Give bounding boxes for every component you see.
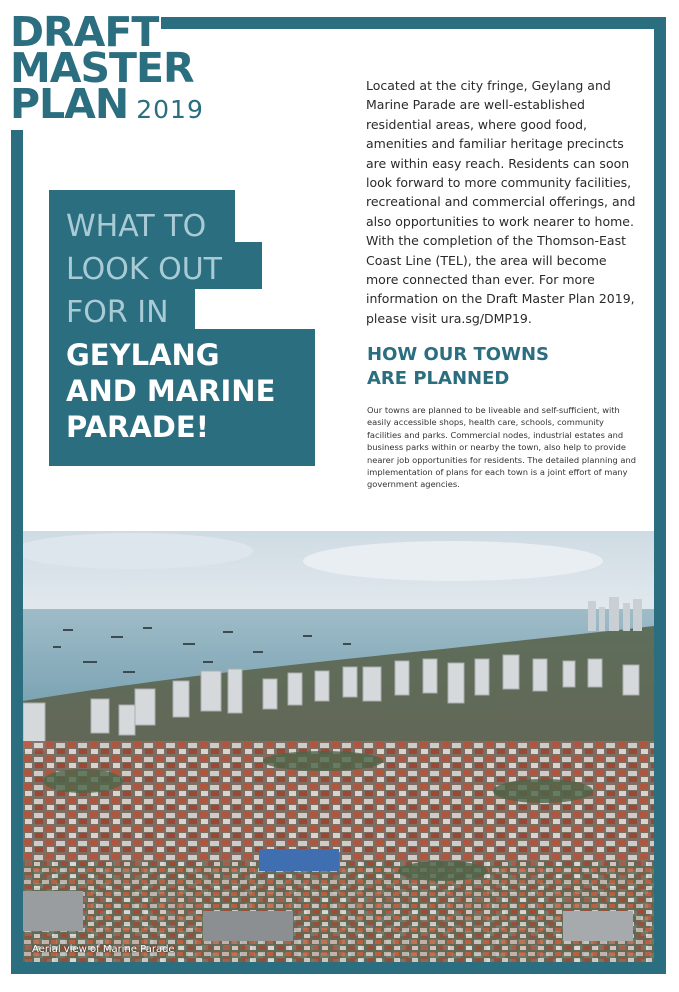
logo-year: 2019 (136, 95, 204, 124)
logo-line-2: MASTER (10, 44, 194, 92)
section-title-line: HOW OUR TOWNS (367, 344, 549, 365)
intro-paragraph: Located at the city fringe, Geylang and Marine Parade are well-established residential areas, where good food, amenities and familiar heritage precincts are within easy reach. Residents can soon look forward to more community facilities, recreational and commercial offerings, and also opportunities to work nearer to home. With the completion of the Thomson-East Coast Line (TEL), the area will become more connected than ever. For more information on the Draft Master Plan 2019, please visit ura.sg/DMP19. (366, 78, 636, 326)
hero-block-notch (235, 190, 315, 242)
hero-heading-bold (66, 337, 275, 445)
hero-block-notch (262, 242, 315, 289)
frame-border-bottom (11, 962, 666, 974)
logo-line-1: DRAFT (10, 8, 159, 56)
section-title-line: ARE PLANNED (367, 368, 510, 389)
hero-bold-line: GEYLANG (66, 338, 220, 372)
hero-light-line: FOR IN (66, 295, 169, 330)
section-body: Our towns are planned to be liveable and self-sufficient, with easily accessible shops, health care, schools, community facilities and parks. Commercial nodes, industrial estates and business parks within or nearby the town, also help to provide nearer job opportunities for residents. The detailed planning and implementation of plans for each town is a joint effort of many government agencies. (367, 405, 637, 490)
aerial-photo (23, 531, 654, 962)
section-title (367, 343, 549, 391)
hero-bold-line: PARADE! (66, 410, 209, 444)
photo-caption: Aerial view of Marine Parade (32, 944, 175, 955)
hero-heading-light (66, 205, 222, 334)
hero-light-line: WHAT TO (66, 209, 207, 244)
frame-border-right (654, 17, 666, 974)
draft-master-plan-logo (10, 8, 204, 128)
hero-bold-line: AND MARINE (66, 374, 276, 408)
logo-plan: PLAN (10, 80, 129, 128)
logo-line-3 (10, 80, 204, 128)
frame-border-top (161, 17, 666, 29)
hero-light-line: LOOK OUT (66, 252, 222, 287)
frame-border-left (11, 130, 23, 974)
